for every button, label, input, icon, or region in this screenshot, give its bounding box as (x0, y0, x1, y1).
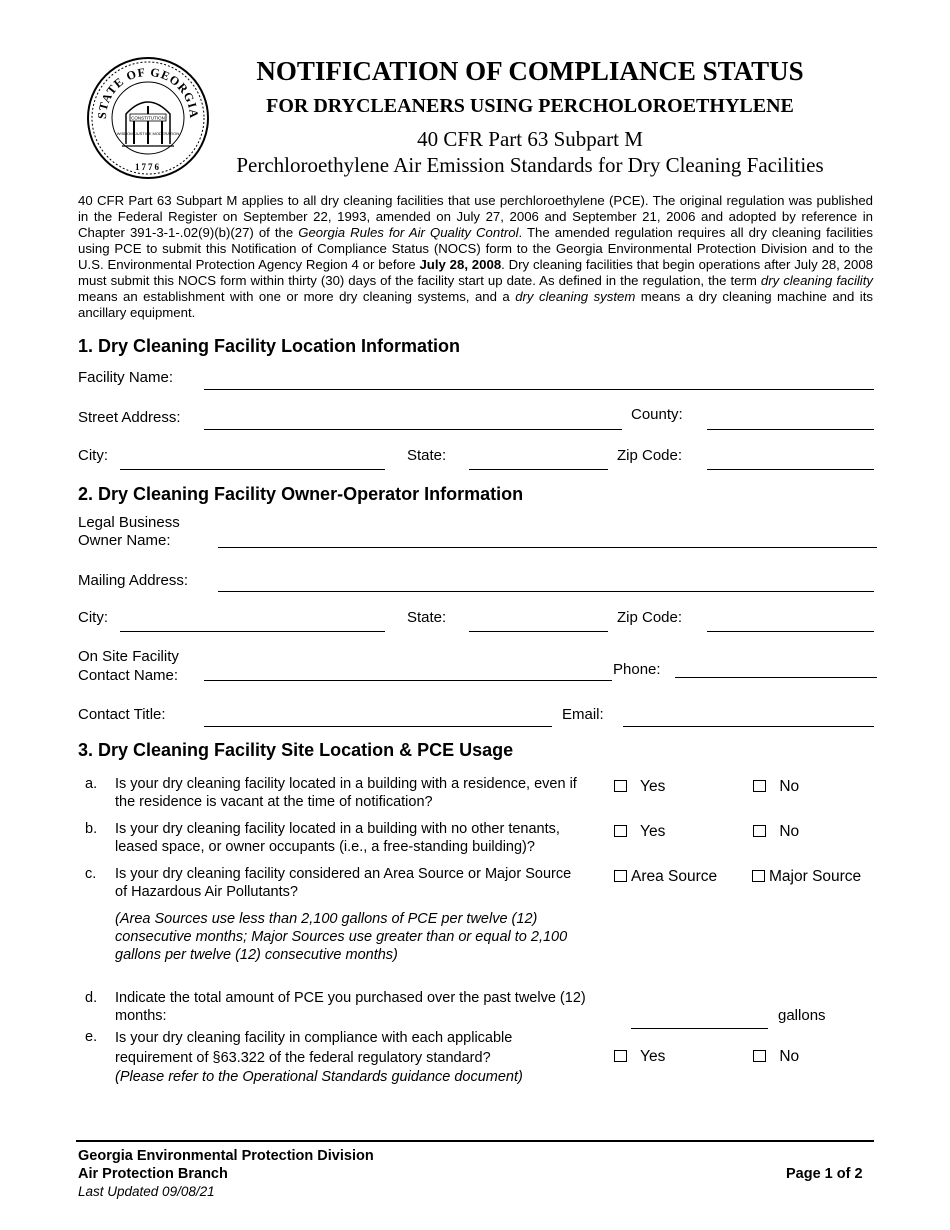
question-c-letter: c. (85, 866, 97, 882)
email-field[interactable] (623, 726, 874, 727)
question-b-no-checkbox[interactable]: No (753, 823, 799, 841)
county-label: County: (631, 406, 683, 423)
question-a-yes-checkbox[interactable]: Yes (614, 778, 665, 796)
svg-text:CONSTITUTION: CONSTITUTION (131, 115, 165, 121)
owner-city-field[interactable] (120, 631, 385, 632)
zip-label: Zip Code: (617, 447, 683, 464)
svg-text:1776: 1776 (135, 162, 161, 172)
form-title: NOTIFICATION OF COMPLIANCE STATUS (256, 56, 804, 86)
checkbox-icon (614, 870, 627, 882)
contact-name-label: On Site Facility Contact Name: (78, 648, 179, 684)
footer-branch: Air Protection Branch (78, 1166, 228, 1182)
zip-field[interactable] (707, 469, 874, 470)
mailing-address-label: Mailing Address: (78, 572, 189, 589)
state-field[interactable] (469, 469, 608, 470)
facility-name-field[interactable] (204, 389, 874, 390)
question-e-no-checkbox[interactable]: No (753, 1048, 799, 1066)
mailing-address-field[interactable] (218, 591, 874, 592)
question-e-note: (Please refer to the Operational Standards guidance document) (115, 1069, 523, 1085)
phone-label: Phone: (613, 661, 661, 678)
regulation-citation: 40 CFR Part 63 Subpart M (417, 127, 643, 151)
owner-name-label: Legal Business Owner Name: (78, 514, 180, 549)
checkbox-icon (614, 1050, 627, 1062)
facility-name-label: Facility Name: (78, 369, 174, 386)
footer-agency: Georgia Environmental Protection Division (78, 1148, 374, 1164)
checkbox-icon (753, 1050, 766, 1062)
question-c-text: Is your dry cleaning facility considered an Area Source or Major Source of Hazardous Air Pollutants? (115, 866, 572, 900)
question-a-no-checkbox[interactable]: No (753, 778, 799, 796)
checkbox-icon (753, 825, 766, 837)
area-source-checkbox[interactable]: Area Source (614, 868, 717, 886)
regulation-name: Perchloroethylene Air Emission Standards for Dry Cleaning Facilities (236, 153, 824, 177)
checkbox-icon (614, 825, 627, 837)
city-label: City: (78, 447, 108, 464)
svg-text:STATE OF GEORGIA: STATE OF GEORGIA (94, 64, 202, 120)
svg-text:WISDOM JUSTICE MODERATION: WISDOM JUSTICE MODERATION (116, 131, 180, 136)
footer-divider (76, 1140, 874, 1142)
email-label: Email: (562, 706, 604, 723)
gallons-unit: gallons (778, 1007, 826, 1024)
question-e-yes-checkbox[interactable]: Yes (614, 1048, 665, 1066)
owner-zip-label: Zip Code: (617, 609, 683, 626)
phone-field[interactable] (675, 677, 877, 678)
footer-updated: Last Updated 09/08/21 (78, 1184, 215, 1199)
question-a-text: Is your dry cleaning facility located in a building with a residence, even if the residence is vacant at the time of notification? (115, 776, 577, 810)
pce-gallons-field[interactable] (631, 1028, 768, 1029)
checkbox-icon (753, 780, 766, 792)
question-a-letter: a. (85, 776, 98, 792)
checkbox-icon (614, 780, 627, 792)
major-source-checkbox[interactable]: Major Source (752, 868, 861, 886)
city-field[interactable] (120, 469, 385, 470)
form-subtitle: FOR DRYCLEANERS USING PERCHOLOROETHYLENE (266, 95, 794, 117)
section-1-heading: 1. Dry Cleaning Facility Location Information (78, 336, 461, 356)
street-address-label: Street Address: (78, 409, 181, 426)
owner-zip-field[interactable] (707, 631, 874, 632)
contact-name-field[interactable] (204, 680, 612, 681)
intro-paragraph: 40 CFR Part 63 Subpart M applies to all dry cleaning facilities that use perchloroethylene (PCE). The original regulation was published in the Federal Register on September 22, 1993, amended on July 27, 2006 and September 21, 2006 and adopted by reference in Chapter 391-3-1-.02(9)(b)(27) of the Georgia Rules for Air Quality Control. The amended regulation requires all dry cleaning facilities using PCE to submit this Notification of Compliance Status (NOCS) form to the Georgia Environmental Protection Division and to the U.S. Environmental Protection Agency Region 4 or before July 28, 2008. Dry cleaning facilities that begin operations after July 28, 2008 must submit this NOCS form within thirty (30) days of the facility start up date. As defined in the regulation, the term dry cleaning facility means an establishment with one or more dry cleaning systems, and a dry cleaning system means a dry cleaning machine and its ancillary equipment. (78, 193, 873, 320)
owner-city-label: City: (78, 609, 108, 626)
question-c-note: (Area Sources use less than 2,100 gallons of PCE per twelve (12) consecutive months; Major Sources use greater than or equal to 2,100 gallons per twelve (12) consecutive months) (115, 911, 568, 963)
question-b-letter: b. (85, 821, 98, 837)
contact-title-label: Contact Title: (78, 706, 166, 723)
county-field[interactable] (707, 429, 874, 430)
section-2-heading: 2. Dry Cleaning Facility Owner-Operator Information (78, 484, 524, 504)
georgia-state-seal (86, 56, 210, 180)
owner-name-field[interactable] (218, 547, 877, 548)
section-3-heading: 3. Dry Cleaning Facility Site Location & PCE Usage (78, 740, 514, 760)
question-e-letter: e. (85, 1029, 98, 1045)
contact-title-field[interactable] (204, 726, 552, 727)
question-b-yes-checkbox[interactable]: Yes (614, 823, 665, 841)
owner-state-field[interactable] (469, 631, 608, 632)
question-d-text: Indicate the total amount of PCE you purchased over the past twelve (12) months: (115, 990, 586, 1024)
question-e-text: Is your dry cleaning facility in compliance with each applicable requirement of §63.322 of the federal regulatory standard? (115, 1030, 513, 1066)
checkbox-icon (752, 870, 765, 882)
question-b-text: Is your dry cleaning facility located in a building with no other tenants, leased space, or owner occupants (i.e., a free-standing building)? (115, 821, 560, 855)
street-address-field[interactable] (204, 429, 622, 430)
question-d-letter: d. (85, 990, 98, 1006)
owner-state-label: State: (407, 609, 447, 626)
state-label: State: (407, 447, 447, 464)
page-number: Page 1 of 2 (786, 1166, 863, 1182)
